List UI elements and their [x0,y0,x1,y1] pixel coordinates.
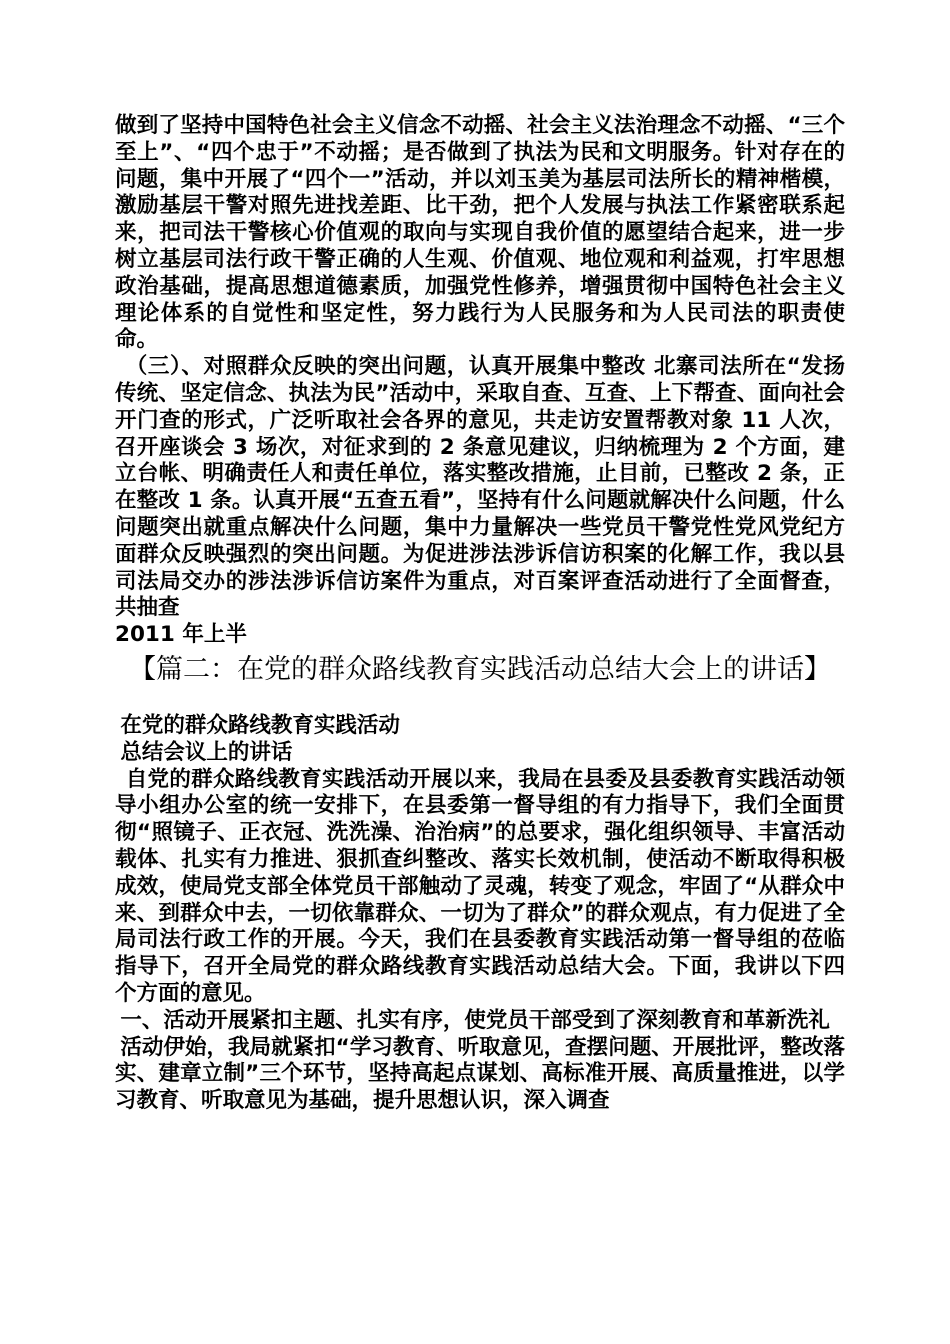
paragraph-1: 做到了坚持中国特色社会主义信念不动摇、社会主义法治理念不动摇、“三个至上”、“四个忠于”不动摇；是否做到了执法为民和文明服务。针对存在的问题，集中开展了“四个一”活动，并以刘玉美为基层司法所长的精神楷模，激励基层干警对照先进找差距、比干劲，把个人发展与执法工作紧密联系起来，把司法干警核心价值观的取向与实现自我价值的愿望结合起来，进一步树立基层司法行政干警正确的人生观、价值观、地位观和利益观，打牢思想政治基础，提高思想道德素质，加强党性修养，增强贯彻中国特色社会主义理论体系的自觉性和坚定性，努力践行为人民服务和为人民司法的职责使命。 [115,113,845,353]
speech-title-line-1: 在党的群众路线教育实践活动 [120,712,400,738]
paragraph-2: （三）、对照群众反映的突出问题，认真开展集中整改 北寨司法所在“发扬传统、坚定信念、执法为民”活动中，采取自查、互查、上下帮查、面向社会开门查的形式，广泛听取社会各界的意见，共走访安置帮教对象 11 人次，召开座谈会 3 场次，对征求到的 2 条意见建议，归纳梳理为 2 个方面，建立台帐、明确责任人和责任单位，落实整改措施，止目前，已整改 2 条，正在整改 1 条。认真开展“五查五看”，坚持有什么问题就解决什么问题，什么问题突出就重点解决什么问题，集中力量解决一些党员干警党性党风党纪方面群众反映强烈的突出问题。为促进涉法涉诉信访积案的化解工作，我以县司法局交办的涉法涉诉信访案件为重点，对百案评查活动进行了全面督查，共抽查 [115,354,845,621]
paragraph-3: 自党的群众路线教育实践活动开展以来，我局在县委及县委教育实践活动领导小组办公室的统一安排下，在县委第一督导组的有力指导下，我们全面贯彻“照镜子、正衣冠、洗洗澡、治治病”的总要求，强化组织领导、丰富活动载体、扎实有力推进、狠抓查纠整改、落实长效机制，使活动不断取得积极成效，使局党支部全体党员干部触动了灵魂，转变了观念，牢固了“从群众中来、到群众中去，一切依靠群众、一切为了群众”的群众观点，有力促进了全局司法行政工作的开展。今天，我们在县委教育实践活动第一督导组的莅临指导下，召开全局党的群众路线教育实践活动总结大会。下面，我讲以下四个方面的意见。 [115,766,845,1006]
paragraph-4: 活动伊始，我局就紧扣“学习教育、听取意见，查摆问题、开展批评，整改落实、建章立制”三个环节，坚持高起点谋划、高标准开展、高质量推进，以学习教育、听取意见为基础，提升思想认识，深入调查 [115,1034,845,1114]
spacer [115,687,845,713]
paragraph-2-tail: 2011 年上半 [115,622,247,648]
section-title: 【篇二：在党的群众路线教育实践活动总结大会上的讲话】 [129,653,831,685]
speech-title-line-2: 总结会议上的讲话 [120,739,293,765]
heading-1: 一、活动开展紧扣主题、扎实有序，使党员干部受到了深刻教育和革新洗礼 [120,1007,830,1033]
document-page [115,113,845,1115]
